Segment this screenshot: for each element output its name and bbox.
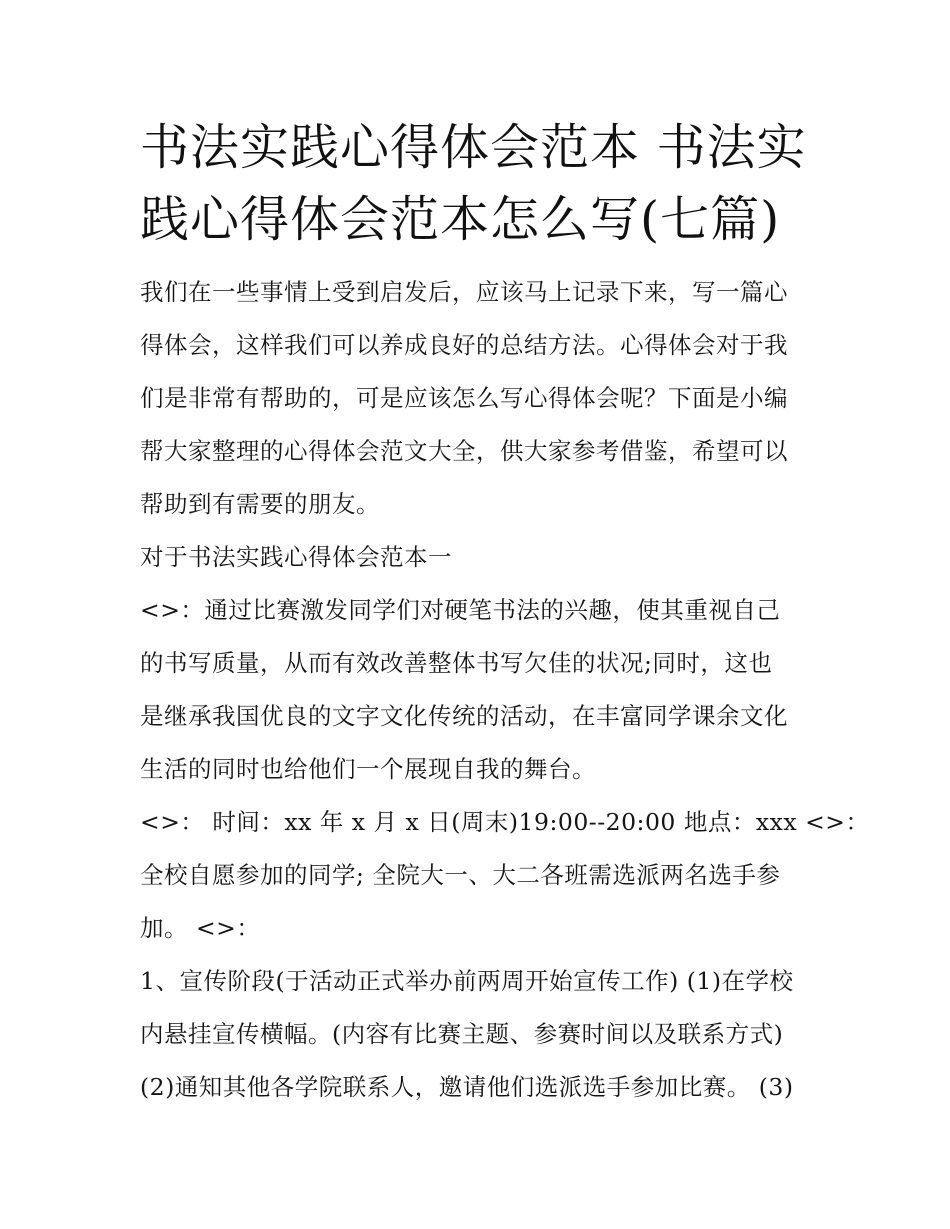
text-line: 是继承我国优良的文字文化传统的活动，在丰富同学课余文化 (140, 702, 788, 730)
purpose-paragraph (140, 584, 820, 796)
text-line: 生活的同时也给他们一个展现自我的舞台。 (140, 755, 596, 783)
text-line: 帮助到有需要的朋友。 (140, 490, 380, 518)
title-line: 践心得体会范本怎么写(七篇) (140, 191, 781, 248)
text-line: 加。 <>： (140, 914, 261, 942)
text-line: 们是非常有帮助的，可是应该怎么写心得体会呢？下面是小编 (140, 384, 788, 412)
text-line: 1、宣传阶段(于活动正式举办前两周开始宣传工作) (1)在学校 (140, 967, 794, 995)
text-line: 的书写质量，从而有效改善整体书写欠佳的状况;同时，这也 (140, 649, 773, 677)
text-line: 内悬挂宣传横幅。(内容有比赛主题、参赛时间以及联系方式) (140, 1020, 784, 1048)
text-line: 得体会，这样我们可以养成良好的总结方法。心得体会对于我 (140, 331, 788, 359)
section-heading-text: 对于书法实践心得体会范本一 (140, 543, 452, 571)
text-line: 全校自愿参加的同学; 全院大一、大二各班需选派两名选手参 (140, 861, 781, 889)
stage-paragraph (140, 955, 820, 1114)
text-line: (2)通知其他各学院联系人，邀请他们选派选手参加比赛。 (3) (140, 1073, 794, 1101)
text-line: 我们在一些事情上受到启发后，应该马上记录下来，写一篇心 (140, 278, 788, 306)
text-line: <>：通过比赛激发同学们对硬笔书法的兴趣，使其重视自己 (140, 596, 781, 624)
section-heading (140, 531, 820, 584)
info-paragraph (140, 796, 870, 955)
intro-paragraph (140, 266, 820, 531)
text-line: 帮大家整理的心得体会范文大全，供大家参考借鉴，希望可以 (140, 437, 788, 465)
title-line: 书法实践心得体会范本 书法实 (140, 119, 807, 176)
text-line: <>： 时间：xx 年 x 月 x 日(周末)19:00--20:00 地点：xxx <>： (140, 808, 870, 836)
document-body (140, 112, 870, 1114)
document-title (140, 112, 820, 256)
